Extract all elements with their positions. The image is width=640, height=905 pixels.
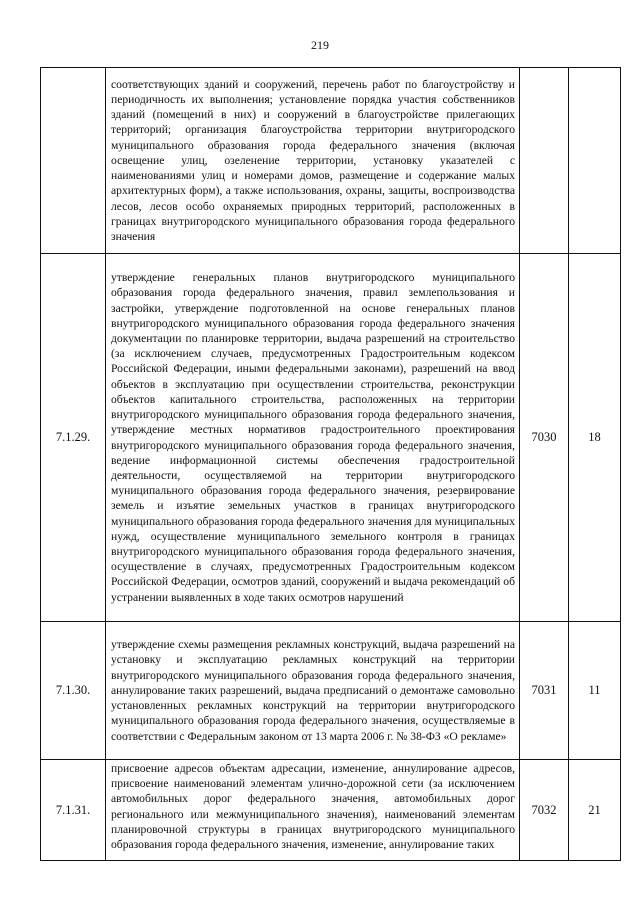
row-code: 7.1.31. bbox=[41, 760, 106, 861]
table-row bbox=[41, 254, 621, 622]
row-code-number bbox=[520, 68, 569, 254]
row-code-number: 7031 bbox=[520, 622, 569, 760]
row-code-number: 7032 bbox=[520, 760, 569, 861]
row-value bbox=[569, 68, 621, 254]
row-code: 7.1.30. bbox=[41, 622, 106, 760]
row-code-number: 7030 bbox=[520, 254, 569, 622]
row-description-cell bbox=[106, 760, 520, 861]
table-row bbox=[41, 760, 621, 861]
table-row bbox=[41, 68, 621, 254]
row-value: 21 bbox=[569, 760, 621, 861]
row-code: 7.1.29. bbox=[41, 254, 106, 622]
row-description: присвоение адресов объектам адресации, изменение, аннулирование адресов, присвоение наименований элементам улично-дорожной сети (за исключением автомобильных дорог федерального значения, автомобильных дорог регионального или межмуниципального значения), наименований элементам планировочной структуры в границах внутригородского муниципального образования города федерального значения, изменение, аннулирование таких bbox=[111, 762, 515, 852]
table-row bbox=[41, 622, 621, 760]
row-value: 11 bbox=[569, 622, 621, 760]
row-value: 18 bbox=[569, 254, 621, 622]
registry-table bbox=[40, 67, 621, 861]
page-number: 219 bbox=[311, 38, 329, 52]
row-description: утверждение схемы размещения рекламных конструкций, выдача разрешений на установку и эксплуатацию рекламных конструкций на территории внутригородского муниципального образования города федерального значения, аннулирование таких разрешений, выдача предписаний о демонтаже самовольно установленных рекламных конструкций на территории внутригородского муниципального образования города федерального значения, осуществляемые в соответствии с Федеральным законом от 13 марта 2006 г. № 38-ФЗ «О рекламе» bbox=[106, 622, 520, 760]
row-description: соответствующих зданий и сооружений, перечень работ по благоустройству и периодичность их выполнения; установление порядка участия собственников зданий (помещений в них) и сооружений в благоустройстве прилегающих территорий; организация благоустройства территории внутригородского муниципального образования города федерального значения (включая освещение улиц, озеленение территории, установку указателей с наименованиями улиц и номерами домов, размещение и содержание малых архитектурных форм), а также использования, охраны, защиты, воспроизводства лесов, лесов особо охраняемых природных территорий, расположенных в границах внутригородского муниципального образования города федерального значения bbox=[106, 68, 520, 254]
row-description: утверждение генеральных планов внутригородского муниципального образования города федерального значения, правил землепользования и застройки, утверждение подготовленной на основе генеральных планов внутригородского муниципального образования города федерального значения документации по планировке территории, выдача разрешений на строительство (за исключением случаев, предусмотренных Градостроительным кодексом Российской Федерации, иными федеральными законами), разрешений на ввод объектов в эксплуатацию при осуществлении строительства, реконструкции объектов капитального строительства, расположенных на территории внутригородского муниципального образования города федерального значения, утверждение местных нормативов градостроительного проектирования внутригородского муниципального образования города федерального значения, ведение информационной системы обеспечения градостроительной деятельности, осуществляемой на территории внутригородского муниципального образования города федерального значения, резервирование земель и изъятие земельных участков в границах внутригородского муниципального образования города федерального значения для муниципальных нужд, осуществление муниципального земельного контроля в границах внутригородского муниципального образования города федерального значения, осуществление в случаях, предусмотренных Градостроительным кодексом Российской Федерации, осмотров зданий, сооружений и выдача рекомендаций об устранении выявленных в ходе таких осмотров нарушений bbox=[106, 254, 520, 622]
row-code bbox=[41, 68, 106, 254]
